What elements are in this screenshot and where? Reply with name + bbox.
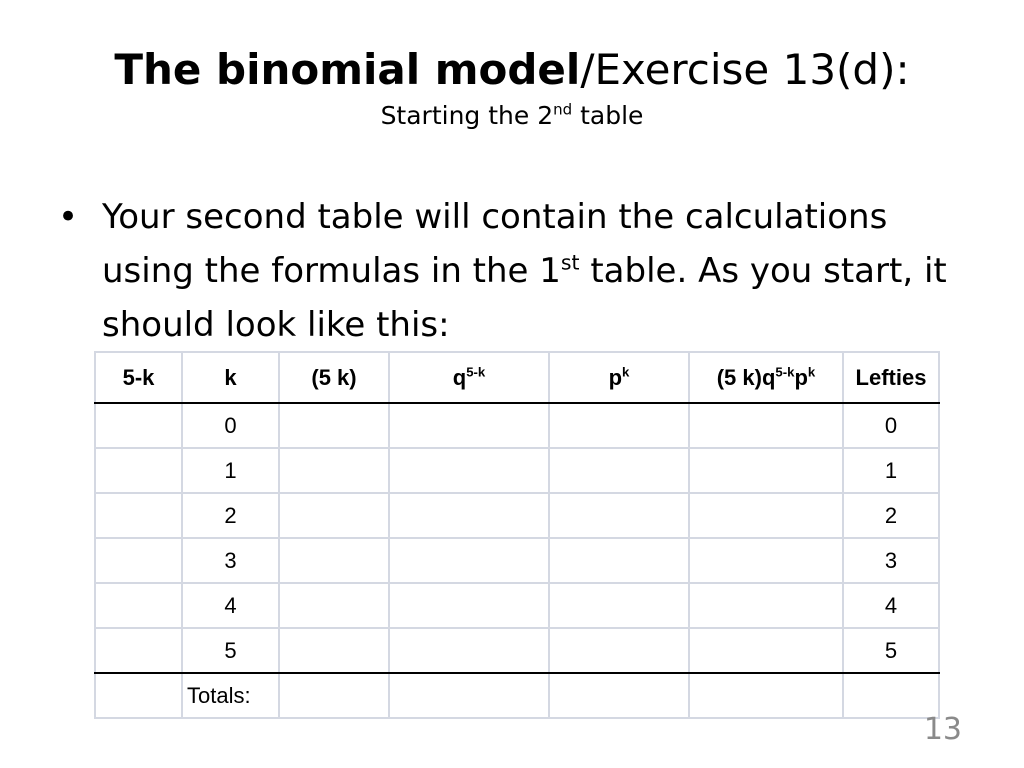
cell-5-minus-k (95, 493, 182, 538)
cell-lefties: 1 (843, 448, 939, 493)
totals-cell-product (689, 673, 843, 718)
cell-product (689, 583, 843, 628)
title-bold: The binomial model (114, 45, 581, 94)
cell-5-minus-k (95, 448, 182, 493)
header-product (689, 352, 843, 403)
cell-lefties: 0 (843, 403, 939, 448)
cell-p-power (549, 448, 689, 493)
cell-lefties: 2 (843, 493, 939, 538)
cell-binomial (279, 538, 389, 583)
cell-q-power (389, 538, 549, 583)
cell-p-power (549, 538, 689, 583)
cell-product (689, 403, 843, 448)
table-row (95, 583, 939, 628)
header-q-power (389, 352, 549, 403)
bullet-text-part2: table. As you start, it should look like this: (102, 251, 947, 345)
table-row (95, 448, 939, 493)
subtitle-after: table (572, 101, 644, 130)
header-p-base: p (608, 364, 623, 390)
subtitle-sup: nd (553, 100, 573, 119)
subtitle-before: Starting the 2 (380, 101, 554, 130)
header-lefties: Lefties (843, 352, 939, 403)
cell-p-power (549, 493, 689, 538)
table-row (95, 628, 939, 673)
cell-k: 5 (182, 628, 279, 673)
cell-5-minus-k (95, 583, 182, 628)
cell-lefties: 4 (843, 583, 939, 628)
slide-title (0, 40, 1024, 100)
cell-binomial (279, 628, 389, 673)
cell-binomial (279, 403, 389, 448)
header-p-exp: k (622, 364, 630, 380)
header-product-a: (5 k)q (716, 364, 776, 390)
cell-q-power (389, 628, 549, 673)
binomial-table (94, 351, 940, 719)
cell-q-power (389, 493, 549, 538)
cell-binomial (279, 493, 389, 538)
cell-5-minus-k (95, 538, 182, 583)
totals-cell-p-power (549, 673, 689, 718)
slide-subtitle (0, 100, 1024, 132)
header-product-exp2: k (807, 364, 816, 380)
cell-5-minus-k (95, 628, 182, 673)
cell-binomial (279, 448, 389, 493)
cell-q-power (389, 403, 549, 448)
header-product-b: p (794, 364, 808, 390)
cell-k: 3 (182, 538, 279, 583)
cell-lefties: 3 (843, 538, 939, 583)
cell-lefties: 5 (843, 628, 939, 673)
totals-cell-5-minus-k (95, 673, 182, 718)
totals-cell-q-power (389, 673, 549, 718)
cell-product (689, 448, 843, 493)
bullet-item (58, 190, 978, 352)
header-product-exp1: 5-k (775, 364, 795, 380)
page-number: 13 (923, 712, 962, 747)
cell-product (689, 538, 843, 583)
header-q-base: q (452, 364, 467, 390)
header-p-power (549, 352, 689, 403)
cell-q-power (389, 583, 549, 628)
bullet-text (102, 190, 962, 352)
cell-binomial (279, 583, 389, 628)
cell-p-power (549, 403, 689, 448)
table-row (95, 493, 939, 538)
table-row (95, 538, 939, 583)
totals-label: Totals: (182, 673, 279, 718)
cell-k: 4 (182, 583, 279, 628)
header-k: k (182, 352, 279, 403)
slide-title-block (0, 40, 1024, 132)
header-binomial-coefficient: (5 k) (279, 352, 389, 403)
cell-p-power (549, 628, 689, 673)
cell-5-minus-k (95, 403, 182, 448)
cell-product (689, 493, 843, 538)
totals-cell-binomial (279, 673, 389, 718)
cell-product (689, 628, 843, 673)
bullet-text-part1: Your second table will contain the calculations using the formulas in the 1 (102, 197, 888, 291)
title-rest: /Exercise 13(d): (580, 45, 910, 94)
cell-p-power (549, 583, 689, 628)
header-q-exp: 5-k (466, 364, 486, 380)
cell-q-power (389, 448, 549, 493)
table-row (95, 403, 939, 448)
cell-k: 2 (182, 493, 279, 538)
cell-k: 0 (182, 403, 279, 448)
header-5-minus-k: 5-k (95, 352, 182, 403)
table-header-row (95, 352, 939, 403)
totals-row (95, 673, 939, 718)
bullet-dot-icon: • (58, 197, 79, 237)
cell-k: 1 (182, 448, 279, 493)
bullet-text-sup: st (560, 250, 580, 275)
